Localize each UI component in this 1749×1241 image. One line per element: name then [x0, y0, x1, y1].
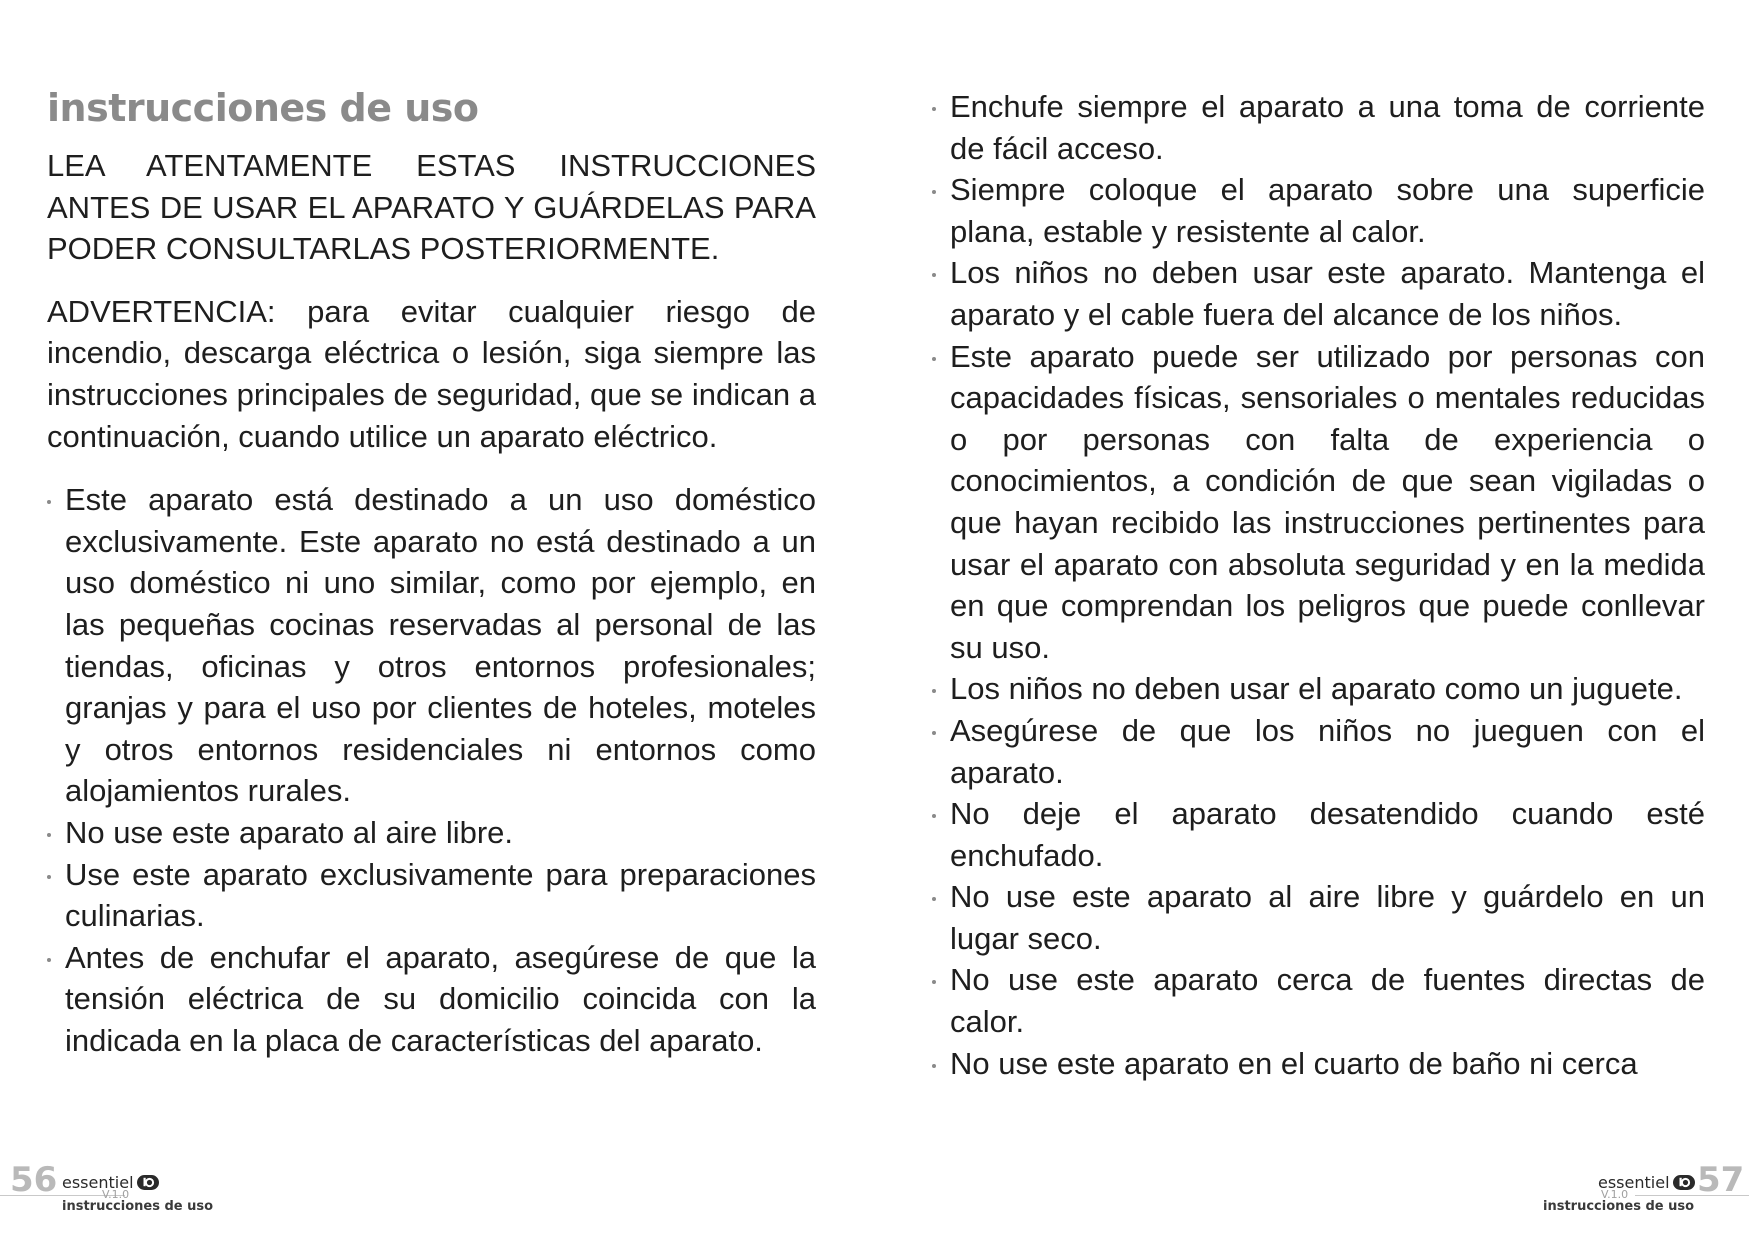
safety-list-right	[932, 86, 1705, 1084]
footer-section-label: instrucciones de uso	[1543, 1199, 1695, 1214]
list-item	[932, 336, 1705, 669]
version-label: V.1.0	[102, 1188, 130, 1201]
left-page	[0, 0, 874, 1241]
list-item-text: Use este aparato exclusivamente para preparaciones culinarias.	[65, 856, 816, 934]
list-item-text: Antes de enchufar el aparato, asegúrese de que la tensión eléctrica de su domicilio coincida con la indicada en la placa de características del aparato.	[65, 939, 816, 1058]
list-item	[932, 1043, 1705, 1085]
list-item	[47, 479, 816, 812]
list-item-text: No use este aparato al aire libre y guárdelo en un lugar seco.	[950, 879, 1705, 956]
list-item-text: Este aparato puede ser utilizado por personas con capacidades físicas, sensoriales o mentales reducidas o por personas con falta de experiencia o conocimientos, a condición de que sean vigiladas o que hayan recibido las instrucciones pertinentes para usar el aparato con absoluta seguridad y en la medida en que comprendan los peligros que puede conllevar su uso.	[950, 338, 1705, 665]
right-column	[932, 86, 1705, 1084]
list-item-text: No use este aparato cerca de fuentes directas de calor.	[950, 962, 1705, 1040]
list-item	[932, 710, 1705, 793]
brand-logo-icon	[1673, 1175, 1695, 1190]
intro-paragraph: LEA ATENTAMENTE ESTAS INSTRUCCIONES ANTES DE USAR EL APARATO Y GUÁRDELAS PARA PODER CONSULTARLAS POSTERIORMENTE.	[47, 148, 816, 267]
right-page	[875, 0, 1749, 1241]
footer-section-label: instrucciones de uso	[62, 1199, 214, 1214]
version-label: V.1.0	[1601, 1188, 1629, 1201]
list-item-text: No deje el aparato desatendido cuando esté enchufado.	[950, 796, 1705, 873]
brand-logo-icon	[137, 1175, 159, 1190]
bullet-icon	[932, 897, 936, 901]
brand-name: essentiel	[62, 1172, 134, 1192]
bullet-icon	[47, 833, 51, 837]
list-item	[47, 812, 816, 854]
bullet-icon	[47, 875, 51, 879]
bullet-icon	[932, 357, 936, 361]
bullet-icon	[932, 980, 936, 984]
list-item-text: Enchufe siempre el aparato a una toma de corriente de fácil acceso.	[950, 89, 1705, 166]
list-item-text: No use este aparato en el cuarto de baño ni cerca	[950, 1045, 1638, 1081]
bullet-icon	[932, 689, 936, 693]
list-item	[932, 876, 1705, 959]
bullet-icon	[932, 814, 936, 818]
list-item-text: Los niños no deben usar este aparato. Mantenga el aparato y el cable fuera del alcance de los niños.	[950, 255, 1705, 332]
brand-name: essentiel	[1598, 1172, 1670, 1192]
warning-paragraph: ADVERTENCIA: para evitar cualquier riesgo de incendio, descarga eléctrica o lesión, siga siempre las instrucciones principales de seguridad, que se indican a continuación, cuando utilice un aparato eléctrico.	[47, 293, 816, 454]
list-item-text: Asegúrese de que los niños no jueguen con el aparato.	[950, 712, 1705, 790]
page-title: instrucciones de uso	[47, 86, 479, 130]
list-item	[932, 169, 1705, 252]
list-item	[932, 959, 1705, 1042]
list-item-text: No use este aparato al aire libre.	[65, 814, 514, 850]
bullet-icon	[932, 273, 936, 277]
bullet-icon	[932, 1064, 936, 1068]
list-item	[932, 793, 1705, 876]
page-number: 56	[10, 1160, 58, 1200]
list-item-text: Siempre coloque el aparato sobre una superficie plana, estable y resistente al calor.	[950, 172, 1705, 249]
bullet-icon	[47, 500, 51, 504]
list-item	[47, 937, 816, 1062]
list-item	[932, 668, 1705, 710]
page-number: 57	[1697, 1160, 1745, 1200]
list-item	[932, 252, 1705, 335]
list-item	[47, 854, 816, 937]
list-item	[932, 86, 1705, 169]
bullet-icon	[932, 190, 936, 194]
left-column	[47, 86, 816, 1061]
bullet-icon	[47, 958, 51, 962]
list-item-text: Este aparato está destinado a un uso doméstico exclusivamente. Este aparato no está destinado a un uso doméstico ni uno similar, como por ejemplo, en las pequeñas cocinas reservadas al personal de las tiendas, oficinas y otros entornos profesionales; granjas y para el uso por clientes de hoteles, moteles y otros entornos residenciales ni entornos como alojamientos rurales.	[65, 482, 816, 809]
bullet-icon	[932, 731, 936, 735]
bullet-icon	[932, 107, 936, 111]
safety-list-left	[47, 479, 816, 1061]
list-item-text: Los niños no deben usar el aparato como un juguete.	[950, 671, 1683, 707]
